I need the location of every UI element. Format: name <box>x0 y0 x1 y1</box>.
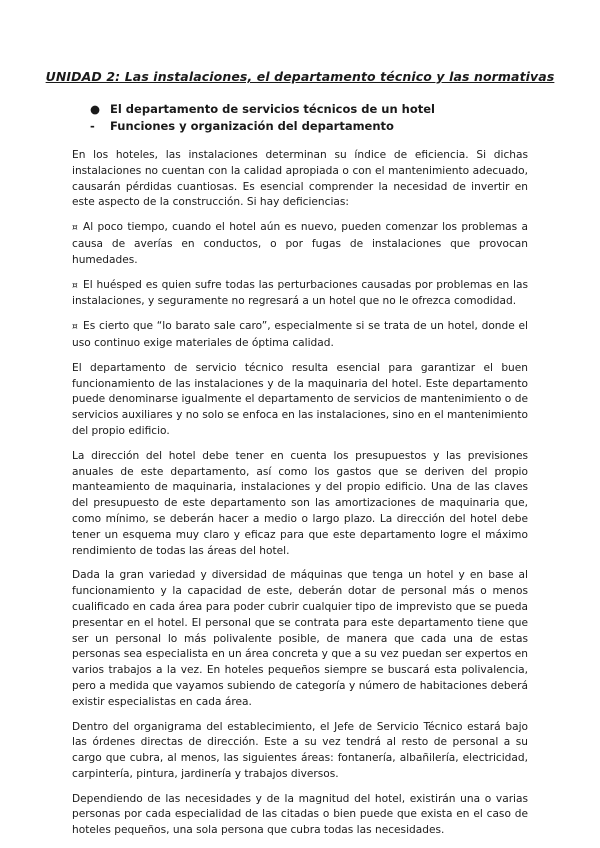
section-headings <box>90 101 435 135</box>
section-heading-text: El departamento de servicios técnicos de un hotel <box>110 102 435 116</box>
section-heading <box>90 101 435 118</box>
paragraph-budget: La dirección del hotel debe tener en cuenta los presupuestos y las previsiones anuales de este departamento, así como los gastos que se deriven del propio manteamiento de maquinaria, instalaciones y del propio edificio. Una de las claves del presupuesto de este departamento son las amortizaciones de maquinaria que, como mínimo, se deberán hacer a medio o largo plazo. La dirección del hotel debe tener un esquema muy claro y eficaz para que este departamento logre el máximo rendimiento de todas las áreas del hotel. <box>72 449 528 557</box>
list-item-text: El huésped es quien sufre todas las perturbaciones causadas por problemas en las instalaciones, y seguramente no regresará a un hotel que no le ofrezca comodidad. <box>72 278 528 308</box>
paragraph-needs: Dependiendo de las necesidades y de la magnitud del hotel, existirán una o varias personas por cada especialidad de las citadas o bien puede que exista en el caso de hoteles pequeños, una sola persona que cubra todas las necesidades. <box>72 792 528 837</box>
bullet-dot-icon: ● <box>90 102 101 116</box>
list-item <box>72 278 528 311</box>
square-bullet-icon: ¤ <box>72 223 78 234</box>
list-item-text: Al poco tiempo, cuando el hotel aún es nuevo, pueden comenzar los problemas a causa de averías en conductos, o por fugas de instalaciones que provocan humedades. <box>72 221 528 266</box>
list-item-text: Es cierto que “lo barato sale caro”, especialmente si se trata de un hotel, donde el uso continuo exige materiales de óptima calidad. <box>72 320 528 349</box>
paragraph-department: El departamento de servicio técnico resulta esencial para garantizar el buen funcionamiento de las instalaciones y de la maquinaria del hotel. Este departamento puede denominarse igualmente el departamento de servicios de mantenimiento o de servicios auxiliares y no solo se enfoca en las instalaciones, sino en el mantenimiento del propio edificio. <box>72 361 528 437</box>
paragraph-staff: Dada la gran variedad y diversidad de máquinas que tenga un hotel y en base al funcionamiento y la capacidad de este, deberán dotar de personal más o menos cualificado en cada área para poder cubrir cualquier tipo de imprevisto que se pueda presentar en el hotel. El personal que se contrata para este departamento tiene que ser un personal lo más polivalente posible, de manera que cada una de estas personas sea especialista en un área concreta y que a su vez puedan ser expertos en varios trabajos a la vez. En hoteles pequeños siempre se buscará esta polivalencia, pero a medida que vayamos subiendo de categoría y número de habitaciones deberá existir especialistas en cada área. <box>72 569 528 708</box>
body-text <box>72 148 528 848</box>
list-item <box>72 220 528 268</box>
square-bullet-icon: ¤ <box>72 280 78 291</box>
dash-marker: - <box>90 119 95 133</box>
page-title: UNIDAD 2: Las instalaciones, el departamento técnico y las normativas <box>45 69 555 84</box>
paragraph-intro: En los hoteles, las instalaciones determinan su índice de eficiencia. Si dichas instalaciones no cuentan con la calidad apropiada o con el mantenimiento adecuado, causarán pérdidas cuantiosas. Es esencial comprender la necesidad de invertir en este aspecto de la construcción. Si hay deficiencias: <box>72 149 528 209</box>
square-bullet-icon: ¤ <box>72 322 78 333</box>
list-item <box>72 319 528 352</box>
subsection-heading-text: Funciones y organización del departamento <box>110 119 394 133</box>
paragraph-organigram: Dentro del organigrama del establecimiento, el Jefe de Servicio Técnico estará bajo las órdenes directas de dirección. Este a su vez tendrá al resto de personal a su cargo que cubra, al menos, las siguientes áreas: fontanería, albañilería, electricidad, carpintería, pintura, jardinería y trabajos diversos. <box>72 720 528 780</box>
subsection-heading <box>90 118 435 135</box>
